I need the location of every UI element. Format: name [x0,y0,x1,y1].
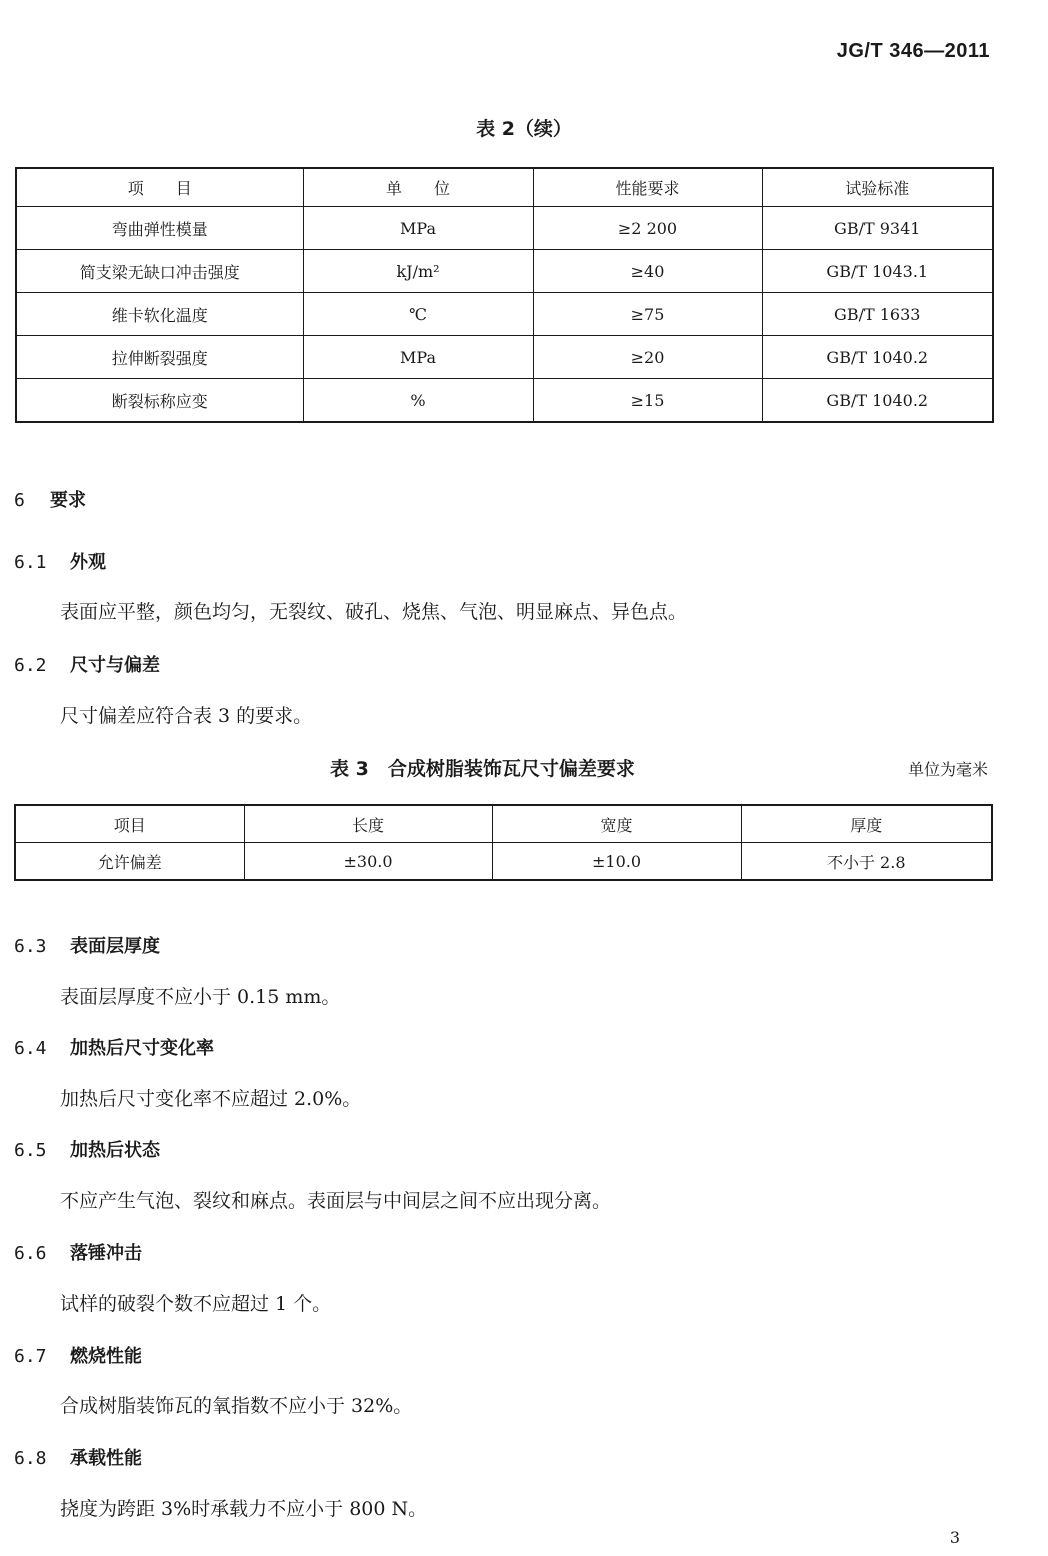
table-row [16,336,993,379]
table2-cell: GB/T 9341 [762,207,993,250]
section-number: 6.8 [14,1448,47,1469]
table2-header-unit: 单 位 [303,168,533,207]
table-row [16,379,993,423]
section-title: 要求 [50,490,86,511]
table2-cell: 简支梁无缺口冲击强度 [16,250,303,293]
section-6-5-heading [14,1136,160,1162]
section-6-8-text: 挠度为跨距 3%时承载力不应小于 800 N。 [60,1498,428,1520]
section-title: 外观 [70,552,106,573]
section-title: 表面层厚度 [70,936,160,957]
table2-cell: ≥40 [533,250,762,293]
table2-cell: 断裂标称应变 [16,379,303,423]
table2-cell: ≥15 [533,379,762,423]
table2-header-requirement: 性能要求 [533,168,762,207]
section-title: 燃烧性能 [70,1346,142,1367]
section-number: 6.7 [14,1346,47,1367]
table2-cell: GB/T 1043.1 [762,250,993,293]
section-6-7-text: 合成树脂装饰瓦的氧指数不应小于 32%。 [60,1395,413,1417]
section-title: 加热后状态 [70,1140,160,1161]
section-number: 6.6 [14,1243,47,1264]
table2-cell: kJ/m² [303,250,533,293]
table2-cell: 拉伸断裂强度 [16,336,303,379]
table2-cell: ≥2 200 [533,207,762,250]
table2 [15,167,994,423]
section-number: 6.2 [14,655,47,676]
table2-cell: ≥75 [533,293,762,336]
table3-cell: ±10.0 [492,843,741,881]
section-6-3-heading [14,932,160,958]
section-number: 6.5 [14,1140,47,1161]
section-6-3-text: 表面层厚度不应小于 0.15 mm。 [60,986,341,1008]
section-6-5-text: 不应产生气泡、裂纹和麻点。表面层与中间层之间不应出现分离。 [60,1190,612,1212]
section-6-1-text: 表面应平整，颜色均匀，无裂纹、破孔、烧焦、气泡、明显麻点、异色点。 [60,601,688,623]
standard-code: JG/T 346—2011 [836,40,990,62]
page-number: 3 [949,1528,960,1547]
table3-title: 表 3 合成树脂装饰瓦尺寸偏差要求 [330,758,635,780]
table3-unit: 单位为毫米 [907,760,988,779]
section-6-heading [14,486,86,512]
table-row [16,293,993,336]
section-6-1-heading [14,548,106,574]
section-6-6-heading [14,1239,142,1265]
table2-title: 表 2（续） [476,118,572,140]
section-6-4-heading [14,1034,214,1060]
section-6-6-text: 试样的破裂个数不应超过 1 个。 [60,1293,332,1315]
table2-cell: GB/T 1633 [762,293,993,336]
section-6-4-text: 加热后尺寸变化率不应超过 2.0%。 [60,1088,362,1110]
table2-cell: GB/T 1040.2 [762,336,993,379]
table2-cell: MPa [303,336,533,379]
section-6-8-heading [14,1444,142,1470]
table3-header-thickness: 厚度 [741,805,992,843]
section-6-2-text: 尺寸偏差应符合表 3 的要求。 [60,705,313,727]
table-row [16,207,993,250]
section-number: 6.4 [14,1038,47,1059]
table2-cell: % [303,379,533,423]
table2-cell: GB/T 1040.2 [762,379,993,423]
table2-cell: ℃ [303,293,533,336]
table3-header-row [15,805,992,843]
table3-header-item: 项目 [15,805,244,843]
table-row [15,843,992,881]
table2-header-row [16,168,993,207]
section-title: 落锤冲击 [70,1243,142,1264]
table3 [14,804,993,881]
table2-header-test-standard: 试验标准 [762,168,993,207]
table-row [16,250,993,293]
section-title: 尺寸与偏差 [70,655,160,676]
section-title: 承载性能 [70,1448,142,1469]
section-6-2-heading [14,651,160,677]
table2-header-item: 项 目 [16,168,303,207]
table2-cell: ≥20 [533,336,762,379]
table3-cell: 允许偏差 [15,843,244,881]
table2-cell: 维卡软化温度 [16,293,303,336]
section-6-7-heading [14,1342,142,1368]
section-number: 6.3 [14,936,47,957]
section-title: 加热后尺寸变化率 [70,1038,214,1059]
table3-cell: ±30.0 [244,843,492,881]
table3-header-width: 宽度 [492,805,741,843]
table3-header-length: 长度 [244,805,492,843]
table3-cell: 不小于 2.8 [741,843,992,881]
section-number: 6.1 [14,552,47,573]
table2-cell: 弯曲弹性模量 [16,207,303,250]
table2-cell: MPa [303,207,533,250]
section-number: 6 [14,490,25,511]
